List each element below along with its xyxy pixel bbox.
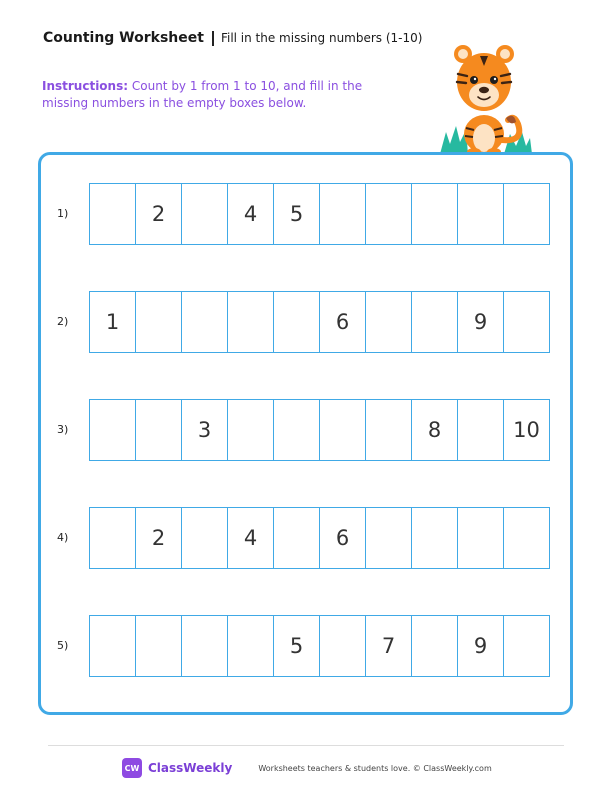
instructions-label: Instructions: xyxy=(42,79,129,93)
number-box[interactable] xyxy=(320,184,366,244)
classweekly-logo: CW xyxy=(122,758,142,778)
number-box: 9 xyxy=(458,292,504,352)
worksheet-title: Counting Worksheet xyxy=(43,30,204,46)
number-box: 4 xyxy=(228,184,274,244)
number-boxes xyxy=(89,507,550,569)
number-box[interactable] xyxy=(412,292,458,352)
number-box[interactable] xyxy=(274,400,320,460)
number-box[interactable] xyxy=(504,184,549,244)
number-box[interactable] xyxy=(182,292,228,352)
number-box[interactable] xyxy=(504,616,549,676)
number-box[interactable] xyxy=(458,400,504,460)
number-boxes xyxy=(89,615,550,677)
instructions xyxy=(42,78,382,112)
number-box: 6 xyxy=(320,508,366,568)
row-label: 5) xyxy=(57,639,69,652)
number-box: 2 xyxy=(136,508,182,568)
number-box[interactable] xyxy=(366,184,412,244)
number-box[interactable] xyxy=(228,292,274,352)
footer-divider xyxy=(48,745,564,746)
number-box[interactable] xyxy=(458,184,504,244)
number-box[interactable] xyxy=(412,184,458,244)
number-box[interactable] xyxy=(320,616,366,676)
header-divider xyxy=(212,31,214,46)
number-box[interactable] xyxy=(412,508,458,568)
number-boxes xyxy=(89,183,550,245)
number-box[interactable] xyxy=(228,400,274,460)
number-box[interactable] xyxy=(274,508,320,568)
row-label: 1) xyxy=(57,207,69,220)
number-box[interactable] xyxy=(182,616,228,676)
number-box[interactable] xyxy=(90,508,136,568)
number-box[interactable] xyxy=(366,292,412,352)
number-box: 5 xyxy=(274,616,320,676)
row-label: 3) xyxy=(57,423,69,436)
number-box[interactable] xyxy=(366,508,412,568)
row-label: 2) xyxy=(57,315,69,328)
number-box[interactable] xyxy=(136,292,182,352)
number-box: 9 xyxy=(458,616,504,676)
worksheet-subtitle: Fill in the missing numbers (1-10) xyxy=(220,31,423,45)
number-box[interactable] xyxy=(412,616,458,676)
number-box[interactable] xyxy=(504,508,549,568)
number-box: 5 xyxy=(274,184,320,244)
number-box[interactable] xyxy=(366,400,412,460)
number-box: 10 xyxy=(513,418,540,442)
number-box: 3 xyxy=(182,400,228,460)
instructions-text: Count by 1 from 1 to 10, and fill in the missing numbers in the empty boxes below. xyxy=(42,79,363,110)
worksheet-header xyxy=(43,27,422,49)
tiger-icon xyxy=(436,40,536,156)
number-box[interactable] xyxy=(274,292,320,352)
number-box: 4 xyxy=(228,508,274,568)
number-box[interactable] xyxy=(182,184,228,244)
number-box: 6 xyxy=(320,292,366,352)
number-box[interactable] xyxy=(90,616,136,676)
number-box[interactable] xyxy=(90,184,136,244)
footer-tagline: Worksheets teachers & students love. © ClassWeekly.com xyxy=(258,763,492,773)
number-box[interactable] xyxy=(458,508,504,568)
number-box: 8 xyxy=(412,400,458,460)
number-box: 7 xyxy=(366,616,412,676)
number-boxes xyxy=(89,291,550,353)
number-box[interactable] xyxy=(90,400,136,460)
number-box[interactable] xyxy=(228,616,274,676)
number-boxes xyxy=(89,399,550,461)
footer xyxy=(122,758,492,778)
row-label: 4) xyxy=(57,531,69,544)
number-box[interactable] xyxy=(504,292,549,352)
brand-name: ClassWeekly xyxy=(148,761,233,775)
number-box[interactable] xyxy=(136,400,182,460)
number-box: 1 xyxy=(90,292,136,352)
number-box[interactable] xyxy=(182,508,228,568)
number-box: 2 xyxy=(136,184,182,244)
number-box[interactable] xyxy=(136,616,182,676)
number-box[interactable] xyxy=(320,400,366,460)
